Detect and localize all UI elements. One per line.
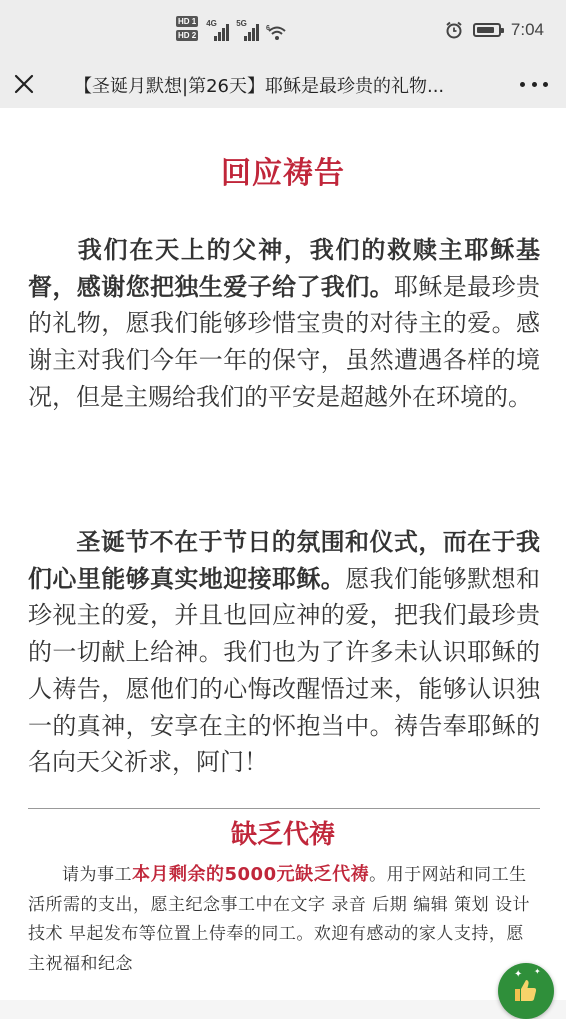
- sparkle-icon-2: ✦: [534, 967, 541, 976]
- prayer-paragraph-1: [28, 232, 540, 416]
- hd-badges: [176, 16, 198, 41]
- net3-label: 6: [266, 25, 271, 32]
- nav-bar: [0, 62, 566, 109]
- wifi-icon: [266, 23, 288, 41]
- support-paragraph: [28, 860, 540, 979]
- support-heading: 缺乏代祷: [230, 820, 335, 850]
- net2-label: 5G: [236, 19, 247, 28]
- close-icon[interactable]: [10, 70, 38, 98]
- support-highlight: 本月剩余的5000元缺乏代祷: [132, 864, 370, 885]
- thumbs-up-icon: [512, 977, 538, 1003]
- net1-label: 4G: [206, 19, 217, 28]
- status-bar: [0, 0, 566, 62]
- battery-icon: [473, 23, 501, 37]
- like-button[interactable]: [498, 963, 554, 1019]
- cell-signal-icon-2: [236, 19, 258, 41]
- more-options-icon[interactable]: [520, 72, 548, 96]
- article-content: [0, 108, 566, 1000]
- prayer-p1-bold: 我们在天上的父神，我们的救赎主耶稣基督，感谢您把独生爱子给了我们。: [28, 236, 540, 301]
- prayer-p2-text: 愿我们能够默想和珍视主的爱，并且也回应神的爱，把我们最珍贵的一切献上给神。我们也为了许多未认识耶稣的人祷告，愿他们的心悔改醒悟过来，能够认识独一的真神，安享在主的怀抱当中。祷告奉耶稣的名向天父祈求，阿门！: [28, 564, 541, 777]
- hd1-badge: HD 1: [178, 17, 197, 26]
- section-divider: [28, 808, 540, 809]
- status-right: [445, 20, 544, 40]
- support-text: 。用于网站和同工生活所需的支出，愿主纪念事工中在文字 录音 后期 编辑 策划 设计 技术 早起发布等位置上侍奉的同工。欢迎有感动的家人支持，愿主祝福和纪念: [28, 865, 531, 974]
- cell-signal-icon: [206, 19, 228, 41]
- prayer-p2-bold: 圣诞节不在于节日的氛围和仪式，而在于我们心里能够真实地迎接耶稣。: [28, 528, 540, 593]
- prayer-p1-text: 耶稣是最珍贵的礼物，愿我们能够珍惜宝贵的对待主的爱。感谢主对我们今年一年的保守，虽然遭遇各样的境况，但是主赐给我们的平安是超越外在环境的。: [28, 272, 540, 411]
- hd2-badge: HD 2: [178, 31, 197, 40]
- status-time: 7:04: [510, 20, 544, 39]
- prayer-paragraph-2: [28, 524, 540, 781]
- prayer-heading: 回应祷告: [221, 156, 345, 191]
- signal-group: [176, 16, 288, 41]
- page-title: 【圣诞月默想|第26天】耶稣是最珍贵的礼物...: [74, 76, 445, 97]
- support-lead: 请为事工: [62, 865, 132, 885]
- alarm-icon: [445, 21, 463, 39]
- sparkle-icon: ✦: [514, 969, 523, 980]
